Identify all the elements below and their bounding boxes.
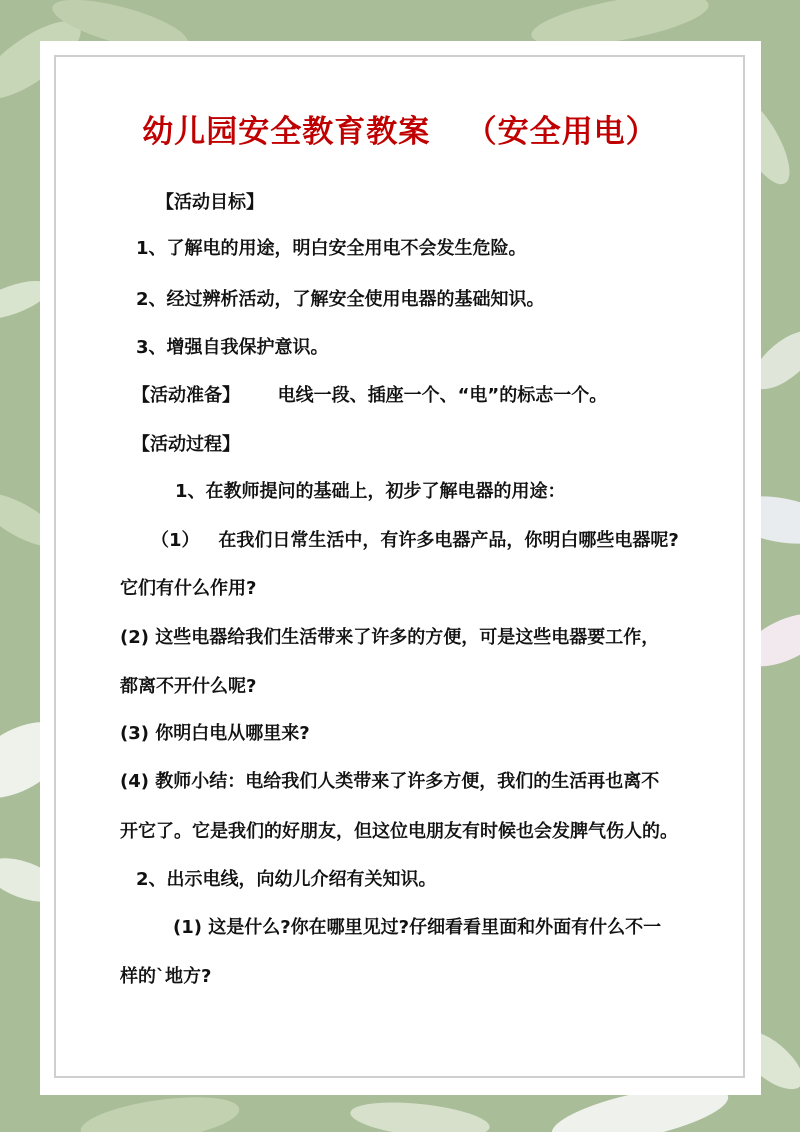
page-title: 幼儿园安全教育教案 （安全用电） [142,114,658,150]
process-step-2: 2、出示电线，向幼儿介绍有关知识。 [136,869,437,890]
question-2-line-2: 都离不开什么呢? [120,676,257,697]
question-3: (3) 你明白电从哪里来? [120,723,310,744]
summary-line-2: 开它了。它是我们的好朋友，但这位电朋友有时候也会发脾气伤人的。 [120,821,678,842]
section-heading-process: 【活动过程】 [132,434,240,455]
summary-line-1: (4) 教师小结：电给我们人类带来了许多方便，我们的生活再也离不 [120,771,660,792]
goal-item-3: 3、增强自我保护意识。 [136,337,329,358]
question-1-line-2: 它们有什么作用? [120,578,257,599]
goal-item-1: 1、了解电的用途，明白安全用电不会发生危险。 [136,238,527,259]
preparation-line: 【活动准备】 电线一段、插座一个、“电”的标志一个。 [132,385,608,406]
process-step-1: 1、在教师提问的基础上，初步了解电器的用途： [175,481,566,502]
step-2-question-line-2: 样的`地方? [120,966,212,987]
question-2-line-1: (2) 这些电器给我们生活带来了许多的方便，可是这些电器要工作， [120,627,660,648]
question-1-line-1: （1） 在我们日常生活中，有许多电器产品，你明白哪些电器呢? [151,530,679,551]
step-2-question-line-1: (1) 这是什么?你在哪里见过?仔细看看里面和外面有什么不一 [173,917,662,938]
section-heading-goals: 【活动目标】 [156,192,264,213]
goal-item-2: 2、经过辨析活动，了解安全使用电器的基础知识。 [136,289,545,310]
